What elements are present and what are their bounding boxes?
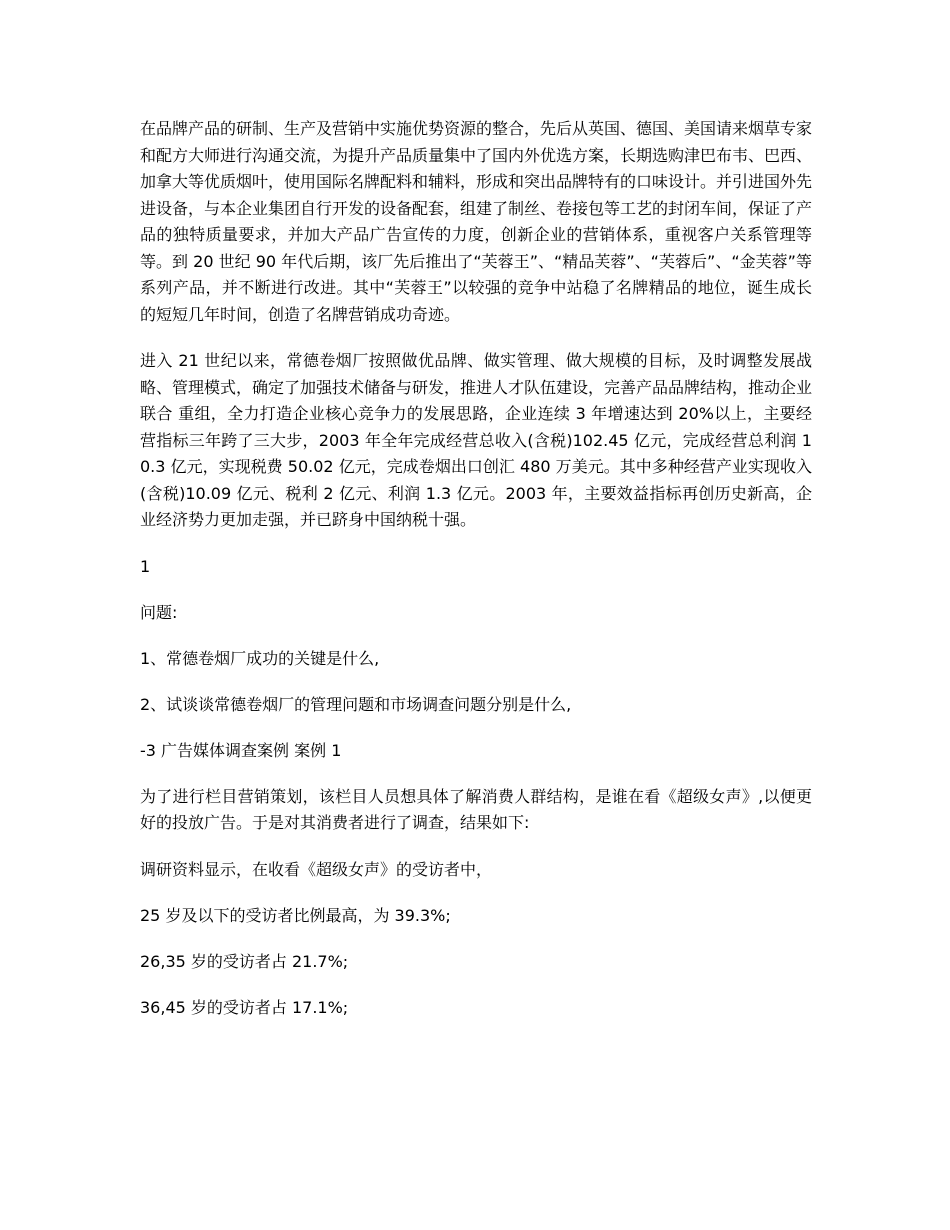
question-item-2: 2、试谈谈常德卷烟厂的管理问题和市场调查问题分别是什么, <box>140 694 572 714</box>
case-paragraph: 为了进行栏目营销策划，该栏目人员想具体了解消费人群结构，是谁在看《超级女声》,以便更好的投放广告。于是对其消费者进行了调查，结果如下: <box>140 786 812 832</box>
survey-intro: 调研资料显示，在收看《超级女声》的受访者中， <box>140 859 493 879</box>
survey-stat-age-25: 25 岁及以下的受访者比例最高，为 39.3%; <box>140 905 451 925</box>
body-paragraph-brand-strategy: 在品牌产品的研制、生产及营销中实施优势资源的整合，先后从英国、德国、美国请来烟草专家和配方大师进行沟通交流，为提升产品质量集中了国内外优选方案，长期选购津巴布韦、巴西、加拿大等优质烟叶，使用国际名牌配料和辅料，形成和突出品牌特有的口味设计。并引进国外先进设备，与本企业集团自行开发的设备配套，组建了制丝、卷接包等工艺的封闭车间，保证了产品的独特质量要求，并加大产品广告宣传的力度，创新企业的营销体系，重视客户关系管理等等。到 20 世纪 90 年代后期，该厂先后推出了“芙蓉王”、“精品芙蓉”、“芙蓉后”、“金芙蓉”等系列产品，并不断进行改进。其中“芙蓉王”以较强的竞争中站稳了名牌精品的地位，诞生成长的短短几年时间，创造了名牌营销成功奇迹。 <box>140 119 813 324</box>
survey-stat-age-36-45: 36,45 岁的受访者占 17.1%; <box>140 997 349 1017</box>
survey-stat-age-26-35: 26,35 岁的受访者占 21.7%; <box>140 951 349 971</box>
question-item-1: 1、常德卷烟厂成功的关键是什么, <box>140 648 380 668</box>
questions-heading: 问题: <box>140 602 178 622</box>
case-heading: -3 广告媒体调查案例 案例 1 <box>140 740 342 760</box>
page-number: 1 <box>140 556 151 576</box>
body-paragraph-21st-century: 进入 21 世纪以来，常德卷烟厂按照做优品牌、做实管理、做大规模的目标，及时调整发展战略、管理模式，确定了加强技术储备与研发，推进人才队伍建设，完善产品品牌结构，推动企业联合 重组，全力打造企业核心竞争力的发展思路，企业连续 3 年增速达到 20%以上，主要经营指标三年跨了三大步，2003 年全年完成经营总收入(含税)102.45 亿元，完成经营总利润 10.3 亿元，实现税费 50.02 亿元，完成卷烟出口创汇 480 万美元。其中多种经营产业实现收入(含税)10.09 亿元、税利 2 亿元、利润 1.3 亿元。2003 年，主要效益指标再创历史新高，企业经济势力更加走强，并已跻身中国纳税十强。 <box>140 351 813 529</box>
document-body <box>140 116 812 1041</box>
